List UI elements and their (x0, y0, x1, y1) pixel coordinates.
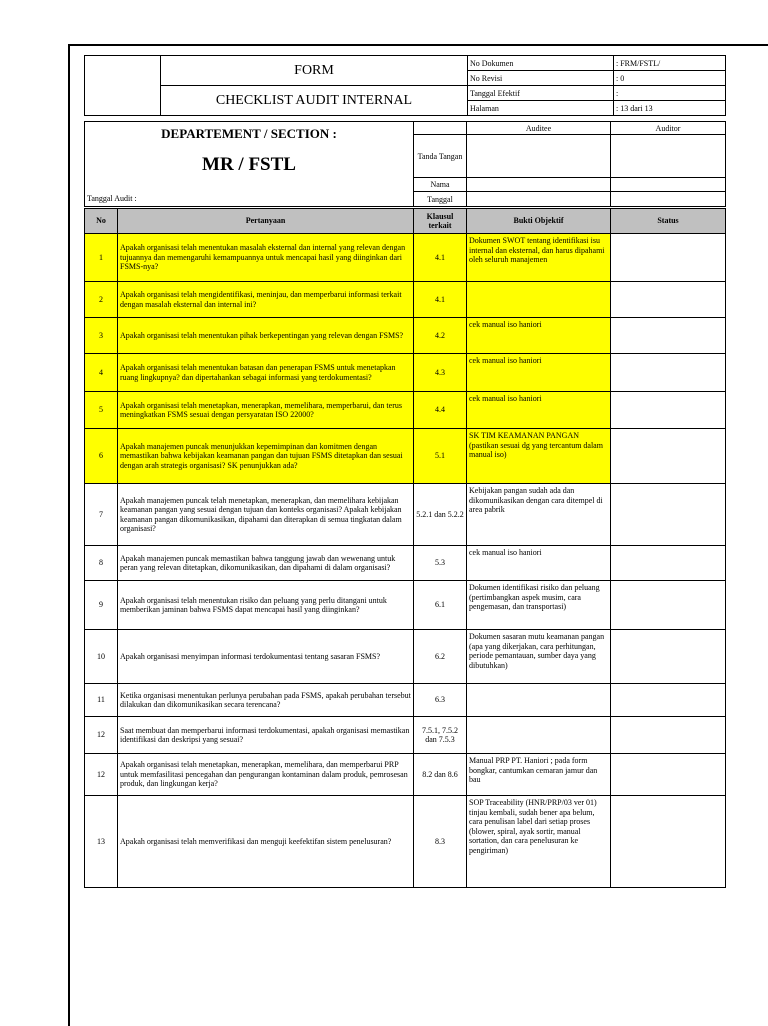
question-text: Apakah organisasi telah mengidentifikasi, meninjau, dan memperbarui informasi terkait dengan masalah eksternal dan internal ini? (118, 282, 414, 318)
row-number: 7 (85, 484, 118, 546)
department-heading: DEPARTEMENT / SECTION : (161, 126, 337, 141)
clause-ref: 4.1 (414, 234, 467, 282)
objective-evidence: Dokumen SWOT tentang identifikasi isu internal dan eksternal, dan harus dipahami oleh seluruh manajemen (467, 234, 611, 282)
table-row (85, 318, 726, 354)
meta-label: Tanggal Efektif (468, 86, 614, 101)
table-row (85, 354, 726, 392)
row-number: 5 (85, 392, 118, 429)
objective-evidence: Dokumen identifikasi risiko dan peluang (pertimbangkan aspek musim, cara pengemasan, dan transportasi) (467, 581, 611, 630)
table-row (85, 429, 726, 484)
objective-evidence: SOP Traceability (HNR/PRP/03 ver 01) tinjau kembali, sudah bener apa belum, cara penulisan label dari setiap proses (blower, spiral, ayak sortir, manual sortation, dan cara penelusuran ke pengiriman) (467, 796, 611, 888)
clause-ref: 6.2 (414, 630, 467, 684)
question-text: Apakah manajemen puncak telah menetapkan, menerapkan, dan memelihara kebijakan keamanan pangan yang sesuai dengan tujuan dan konteks organisasi? Apakah kebijakan keamanan pangan dikomunikasikan, dipahami dan diterapkan di semua tingkatan dalam organisasi? (118, 484, 414, 546)
form-label: FORM (161, 56, 468, 86)
question-text: Apakah organisasi telah memverifikasi dan menguji keefektifan sistem penelusuran? (118, 796, 414, 888)
clause-ref: 4.3 (414, 354, 467, 392)
question-text: Apakah organisasi telah menentukan risiko dan peluang yang perlu ditangani untuk memberikan jaminan bahwa FSMS dapat mencapai hasil yang diinginkan? (118, 581, 414, 630)
question-text: Apakah organisasi telah menetapkan, menerapkan, memelihara, memperbarui, dan terus meningkatkan FSMS sesuai dengan persyaratan ISO 22000? (118, 392, 414, 429)
meta-value: : 13 dari 13 (614, 101, 726, 116)
checklist-table (84, 208, 726, 888)
row-number: 4 (85, 354, 118, 392)
auditee-heading: Auditee (467, 122, 611, 135)
form-title: CHECKLIST AUDIT INTERNAL (161, 86, 468, 116)
name-label: Nama (414, 178, 467, 192)
row-number: 11 (85, 684, 118, 717)
table-row (85, 684, 726, 717)
row-number: 3 (85, 318, 118, 354)
row-number: 10 (85, 630, 118, 684)
objective-evidence: cek manual iso haniori (467, 354, 611, 392)
row-number: 9 (85, 581, 118, 630)
auditor-signature[interactable] (611, 135, 726, 178)
clause-ref: 8.2 dan 8.6 (414, 754, 467, 796)
clause-ref: 5.1 (414, 429, 467, 484)
meta-label: No Revisi (468, 71, 614, 86)
auditor-date[interactable] (611, 192, 726, 207)
row-number: 6 (85, 429, 118, 484)
blank-cell (414, 122, 467, 135)
status-cell[interactable] (611, 717, 726, 754)
row-number: 2 (85, 282, 118, 318)
column-header: Pertanyaan (118, 209, 414, 234)
status-cell[interactable] (611, 796, 726, 888)
objective-evidence: Dokumen sasaran mutu keamanan pangan (apa yang dikerjakan, cara perhitungan, periode pemantauan, sumber daya yang dibutuhkan) (467, 630, 611, 684)
table-row (85, 546, 726, 581)
objective-evidence: Kebijakan pangan sudah ada dan dikomunikasikan dengan cara ditempel di area pabrik (467, 484, 611, 546)
status-cell[interactable] (611, 484, 726, 546)
table-row (85, 392, 726, 429)
clause-ref: 5.2.1 dan 5.2.2 (414, 484, 467, 546)
clause-ref: 7.5.1, 7.5.2 dan 7.5.3 (414, 717, 467, 754)
row-number: 12 (85, 717, 118, 754)
question-text: Apakah organisasi telah menentukan batasan dan penerapan FSMS untuk menetapkan ruang lingkupnya? dan dipertahankan sebagai informasi yang terdokumentasi? (118, 354, 414, 392)
clause-ref: 5.3 (414, 546, 467, 581)
department-block (85, 122, 414, 192)
column-header: Bukti Objektif (467, 209, 611, 234)
table-row (85, 581, 726, 630)
department-name: MR / FSTL (202, 154, 296, 175)
checklist-rows (85, 234, 726, 888)
meta-value: : (614, 86, 726, 101)
row-number: 8 (85, 546, 118, 581)
audit-date-label: Tanggal Audit : (85, 192, 414, 207)
table-row (85, 234, 726, 282)
form-header (84, 55, 726, 116)
objective-evidence: cek manual iso haniori (467, 392, 611, 429)
status-cell[interactable] (611, 581, 726, 630)
auditee-name[interactable] (467, 178, 611, 192)
status-cell[interactable] (611, 282, 726, 318)
question-text: Apakah manajemen puncak menunjukkan kepemimpinan dan komitmen dengan memastikan bahwa kebijakan keamanan pangan dan tujuan FSMS ditetapkan dan sesuai dengan arah strategis organisasi? SK penunjukkan ada? (118, 429, 414, 484)
status-cell[interactable] (611, 630, 726, 684)
status-cell[interactable] (611, 754, 726, 796)
question-text: Apakah manajemen puncak memastikan bahwa tanggung jawab dan wewenang untuk peran yang relevan ditetapkan, dikomunikasikan, dan dipahami di dalam organisasi? (118, 546, 414, 581)
question-text: Apakah organisasi telah menentukan pihak berkepentingan yang relevan dengan FSMS? (118, 318, 414, 354)
status-cell[interactable] (611, 684, 726, 717)
table-row (85, 796, 726, 888)
meta-label: Halaman (468, 101, 614, 116)
objective-evidence: Manual PRP PT. Haniori ; pada form bongkar, cantumkan cemaran jamur dan bau (467, 754, 611, 796)
row-number: 12 (85, 754, 118, 796)
objective-evidence: SK TIM KEAMANAN PANGAN (pastikan sesuai dg yang tercantum dalam manual iso) (467, 429, 611, 484)
table-header-row (85, 209, 726, 234)
status-cell[interactable] (611, 546, 726, 581)
clause-ref: 6.3 (414, 684, 467, 717)
question-text: Saat membuat dan memperbarui informasi terdokumentasi, apakah organisasi memastikan identifikasi dan deskripsi yang sesuai? (118, 717, 414, 754)
table-row (85, 717, 726, 754)
status-cell[interactable] (611, 429, 726, 484)
clause-ref: 4.2 (414, 318, 467, 354)
logo-cell (85, 56, 161, 116)
question-text: Ketika organisasi menentukan perlunya perubahan pada FSMS, apakah perubahan tersebut dilakukan dan dikomunikasikan secara terencana? (118, 684, 414, 717)
auditor-name[interactable] (611, 178, 726, 192)
column-header: No (85, 209, 118, 234)
auditor-heading: Auditor (611, 122, 726, 135)
table-row (85, 754, 726, 796)
meta-value: : 0 (614, 71, 726, 86)
meta-label: No Dokumen (468, 56, 614, 71)
question-text: Apakah organisasi telah menetapkan, menerapkan, memelihara, dan memperbarui PRP untuk memfasilitasi pencegahan dan pengurangan kontaminan dalam produk, pemrosesan produk, dan lingkungan kerja? (118, 754, 414, 796)
clause-ref: 4.1 (414, 282, 467, 318)
department-section (84, 121, 726, 207)
status-cell[interactable] (611, 392, 726, 429)
table-row (85, 282, 726, 318)
auditee-signature[interactable] (467, 135, 611, 178)
objective-evidence: cek manual iso haniori (467, 546, 611, 581)
clause-ref: 4.4 (414, 392, 467, 429)
question-text: Apakah organisasi telah menentukan masalah eksternal dan internal yang relevan dengan tujuannya dan memengaruhi kemampuannya untuk mencapai hasil yang diinginkan dari FSMS-nya? (118, 234, 414, 282)
objective-evidence (467, 684, 611, 717)
meta-value: : FRM/FSTL/ (614, 56, 726, 71)
auditee-date[interactable] (467, 192, 611, 207)
row-number: 1 (85, 234, 118, 282)
objective-evidence: cek manual iso haniori (467, 318, 611, 354)
table-row (85, 630, 726, 684)
clause-ref: 6.1 (414, 581, 467, 630)
clause-ref: 8.3 (414, 796, 467, 888)
objective-evidence (467, 717, 611, 754)
status-cell[interactable] (611, 318, 726, 354)
date-label: Tanggal (414, 192, 467, 207)
column-header: Klausul terkait (414, 209, 467, 234)
status-cell[interactable] (611, 234, 726, 282)
table-row (85, 484, 726, 546)
column-header: Status (611, 209, 726, 234)
row-number: 13 (85, 796, 118, 888)
question-text: Apakah organisasi menyimpan informasi terdokumentasi tentang sasaran FSMS? (118, 630, 414, 684)
status-cell[interactable] (611, 354, 726, 392)
signature-label: Tanda Tangan (414, 135, 467, 178)
objective-evidence (467, 282, 611, 318)
